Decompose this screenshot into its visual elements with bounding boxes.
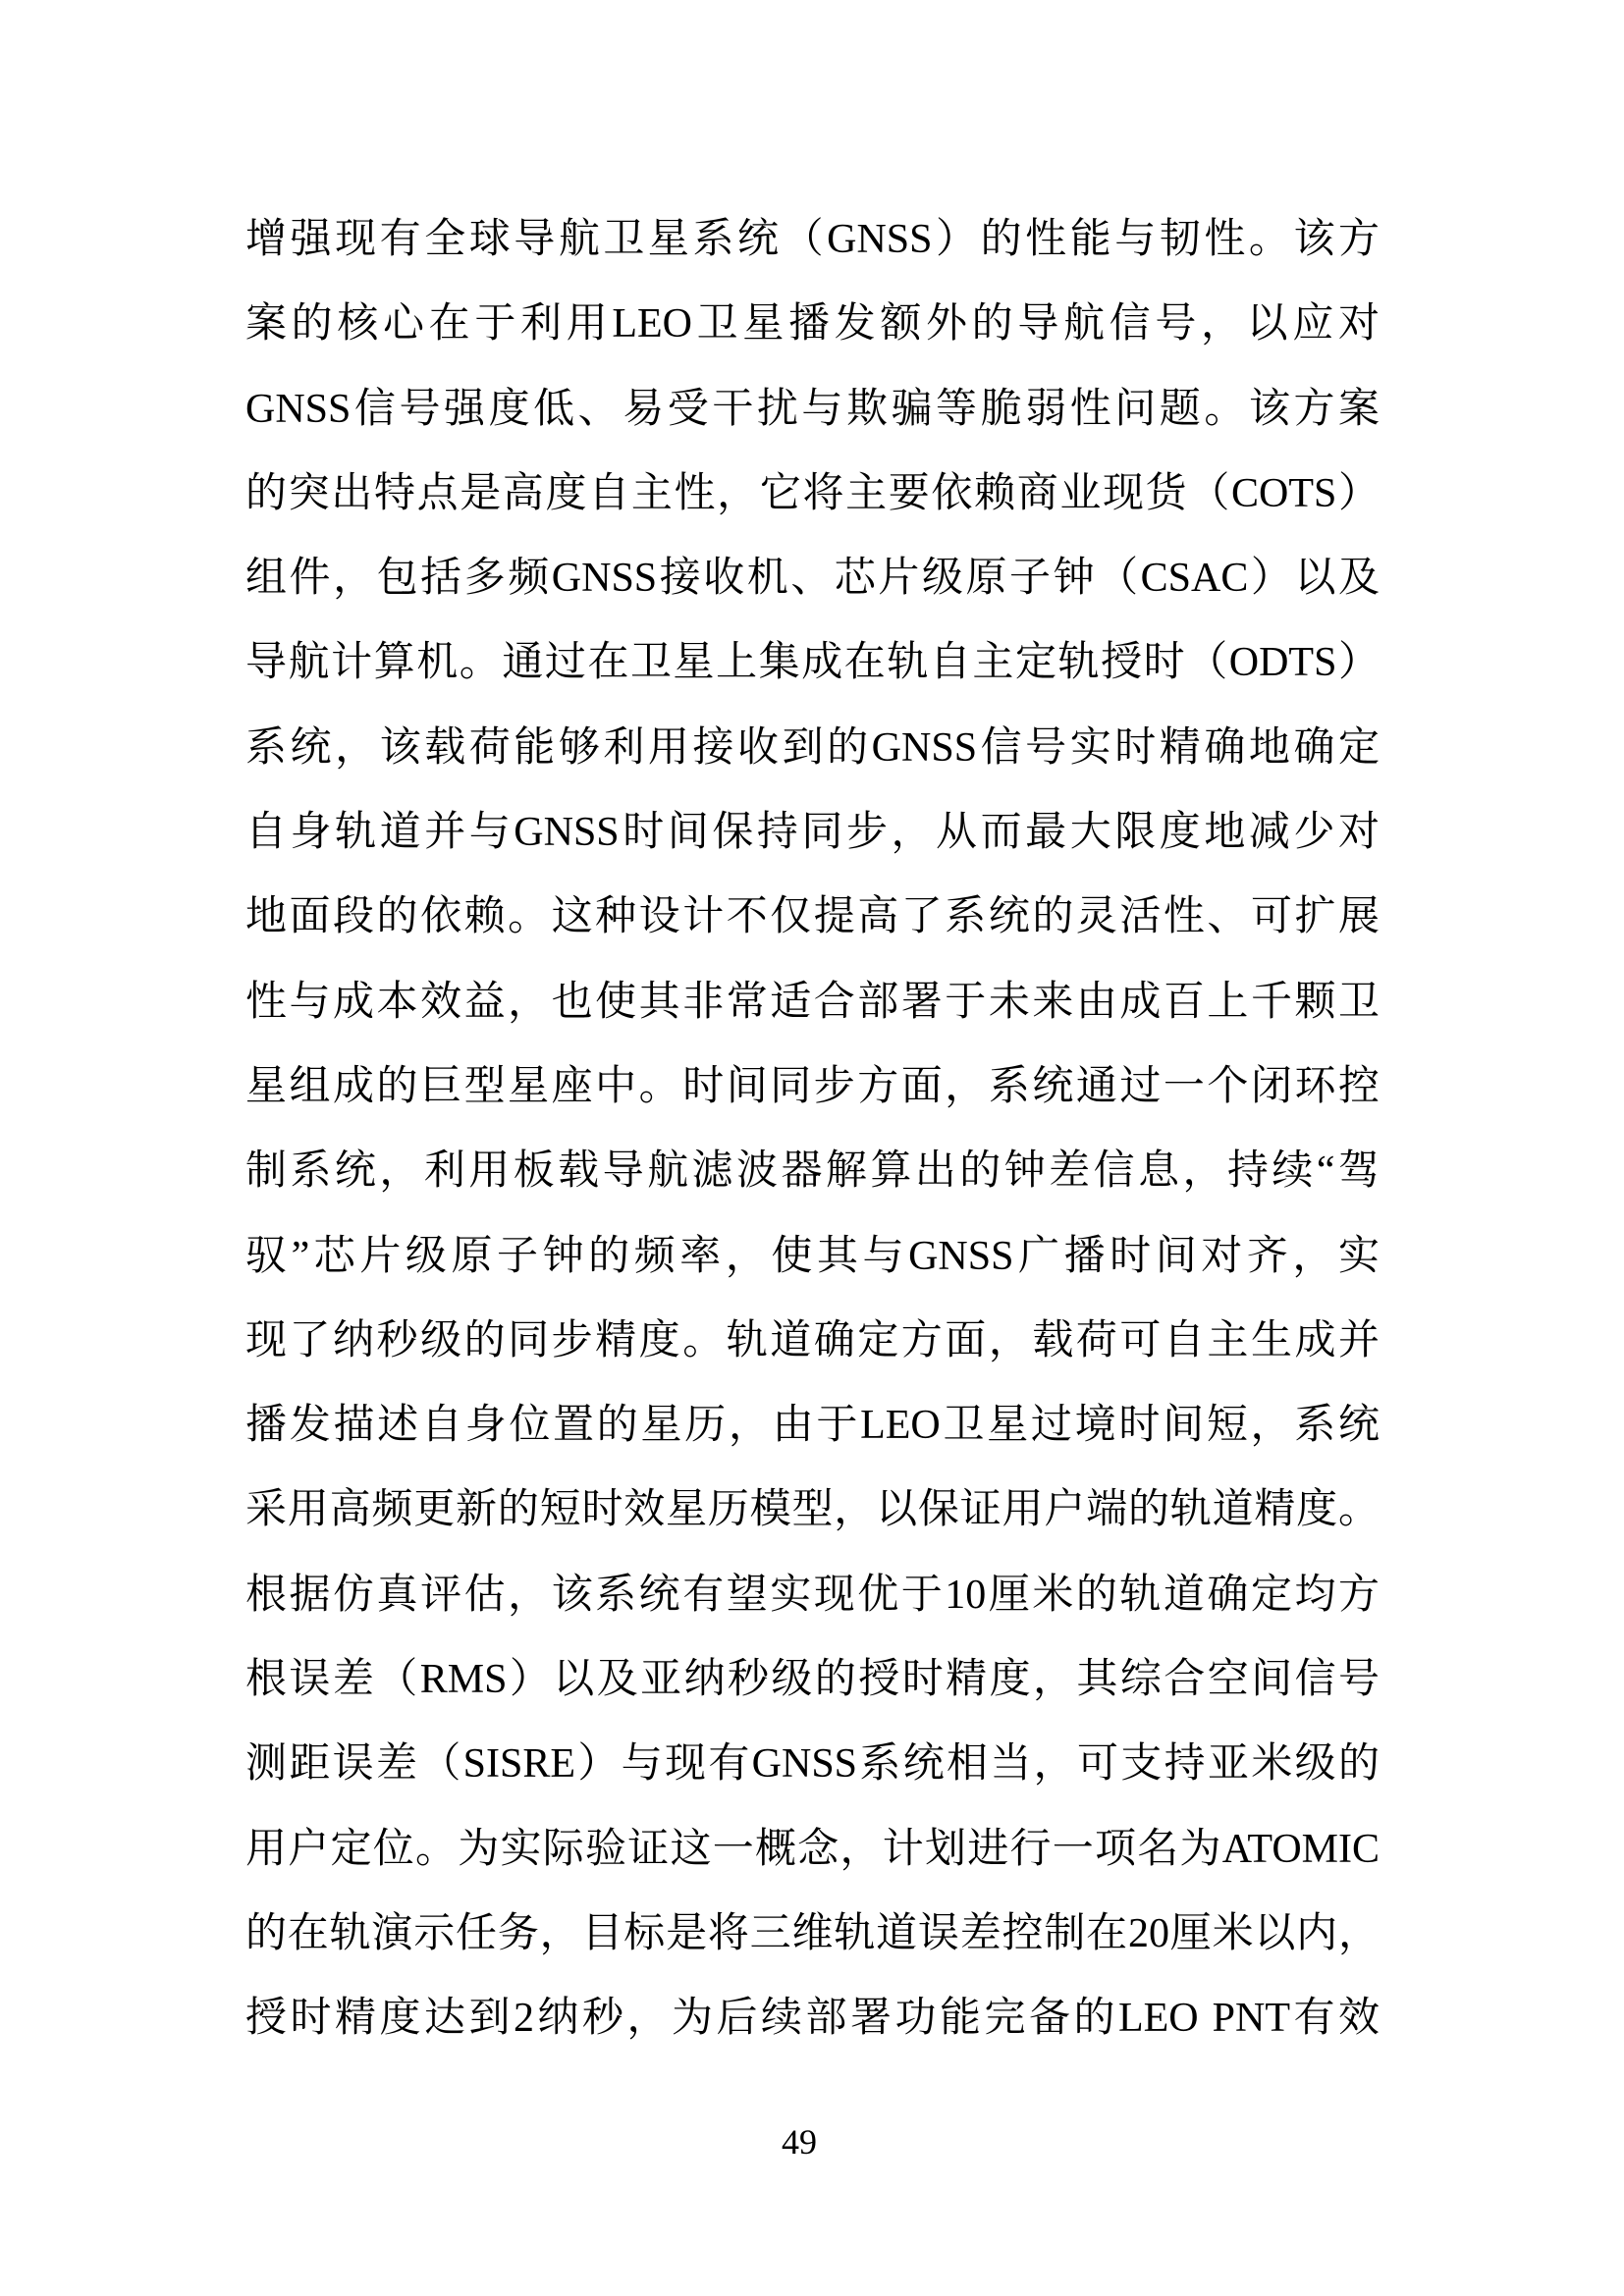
text-line: 地面段的依赖。这种设计不仅提高了系统的灵活性、可扩展 bbox=[245, 894, 1380, 940]
text-line: 自身轨道并与GNSS时间保持同步，从而最大限度地减少对 bbox=[245, 810, 1380, 856]
text-line: 导航计算机。通过在卫星上集成在轨自主定轨授时（ODTS） bbox=[245, 640, 1380, 686]
text-line: 用户定位。为实际验证这一概念，计划进行一项名为ATOMIC bbox=[245, 1826, 1380, 1872]
text-line: 系统，该载荷能够利用接收到的GNSS信号实时精确地确定 bbox=[245, 724, 1380, 771]
text-line: 组件，包括多频GNSS接收机、芯片级原子钟（CSAC）以及 bbox=[245, 556, 1380, 602]
text-line: 根据仿真评估，该系统有望实现优于10厘米的轨道确定均方 bbox=[245, 1572, 1380, 1618]
text-line: 播发描述自身位置的星历，由于LEO卫星过境时间短，系统 bbox=[245, 1403, 1380, 1449]
text-line: 测距误差（SISRE）与现有GNSS系统相当，可支持亚米级的 bbox=[245, 1741, 1380, 1788]
body-text bbox=[245, 197, 1380, 2061]
text-line: GNSS信号强度低、易受干扰与欺骗等脆弱性问题。该方案 bbox=[245, 386, 1380, 432]
text-line: 采用高频更新的短时效星历模型，以保证用户端的轨道精度。 bbox=[245, 1487, 1380, 1533]
text-line: 案的核心在于利用LEO卫星播发额外的导航信号，以应对 bbox=[245, 301, 1380, 347]
text-line: 增强现有全球导航卫星系统（GNSS）的性能与韧性。该方 bbox=[245, 217, 1380, 262]
text-line: 驭”芯片级原子钟的频率，使其与GNSS广播时间对齐，实 bbox=[245, 1233, 1380, 1279]
text-line: 星组成的巨型星座中。时间同步方面，系统通过一个闭环控 bbox=[245, 1063, 1380, 1109]
page-number: 49 bbox=[782, 2122, 817, 2162]
text-line: 性与成本效益，也使其非常适合部署于未来由成百上千颗卫 bbox=[245, 979, 1380, 1025]
text-line: 的突出特点是高度自主性，它将主要依赖商业现货（COTS） bbox=[245, 470, 1380, 516]
text-line: 根误差（RMS）以及亚纳秒级的授时精度，其综合空间信号 bbox=[245, 1657, 1380, 1703]
text-line: 的在轨演示任务，目标是将三维轨道误差控制在20厘米以内， bbox=[245, 1910, 1380, 1956]
text-line: 制系统，利用板载导航滤波器解算出的钟差信息，持续“驾 bbox=[245, 1148, 1380, 1195]
text-line: 现了纳秒级的同步精度。轨道确定方面，载荷可自主生成并 bbox=[245, 1317, 1380, 1363]
text-line: 授时精度达到2纳秒，为后续部署功能完备的LEO PNT有效 bbox=[245, 1996, 1380, 2042]
